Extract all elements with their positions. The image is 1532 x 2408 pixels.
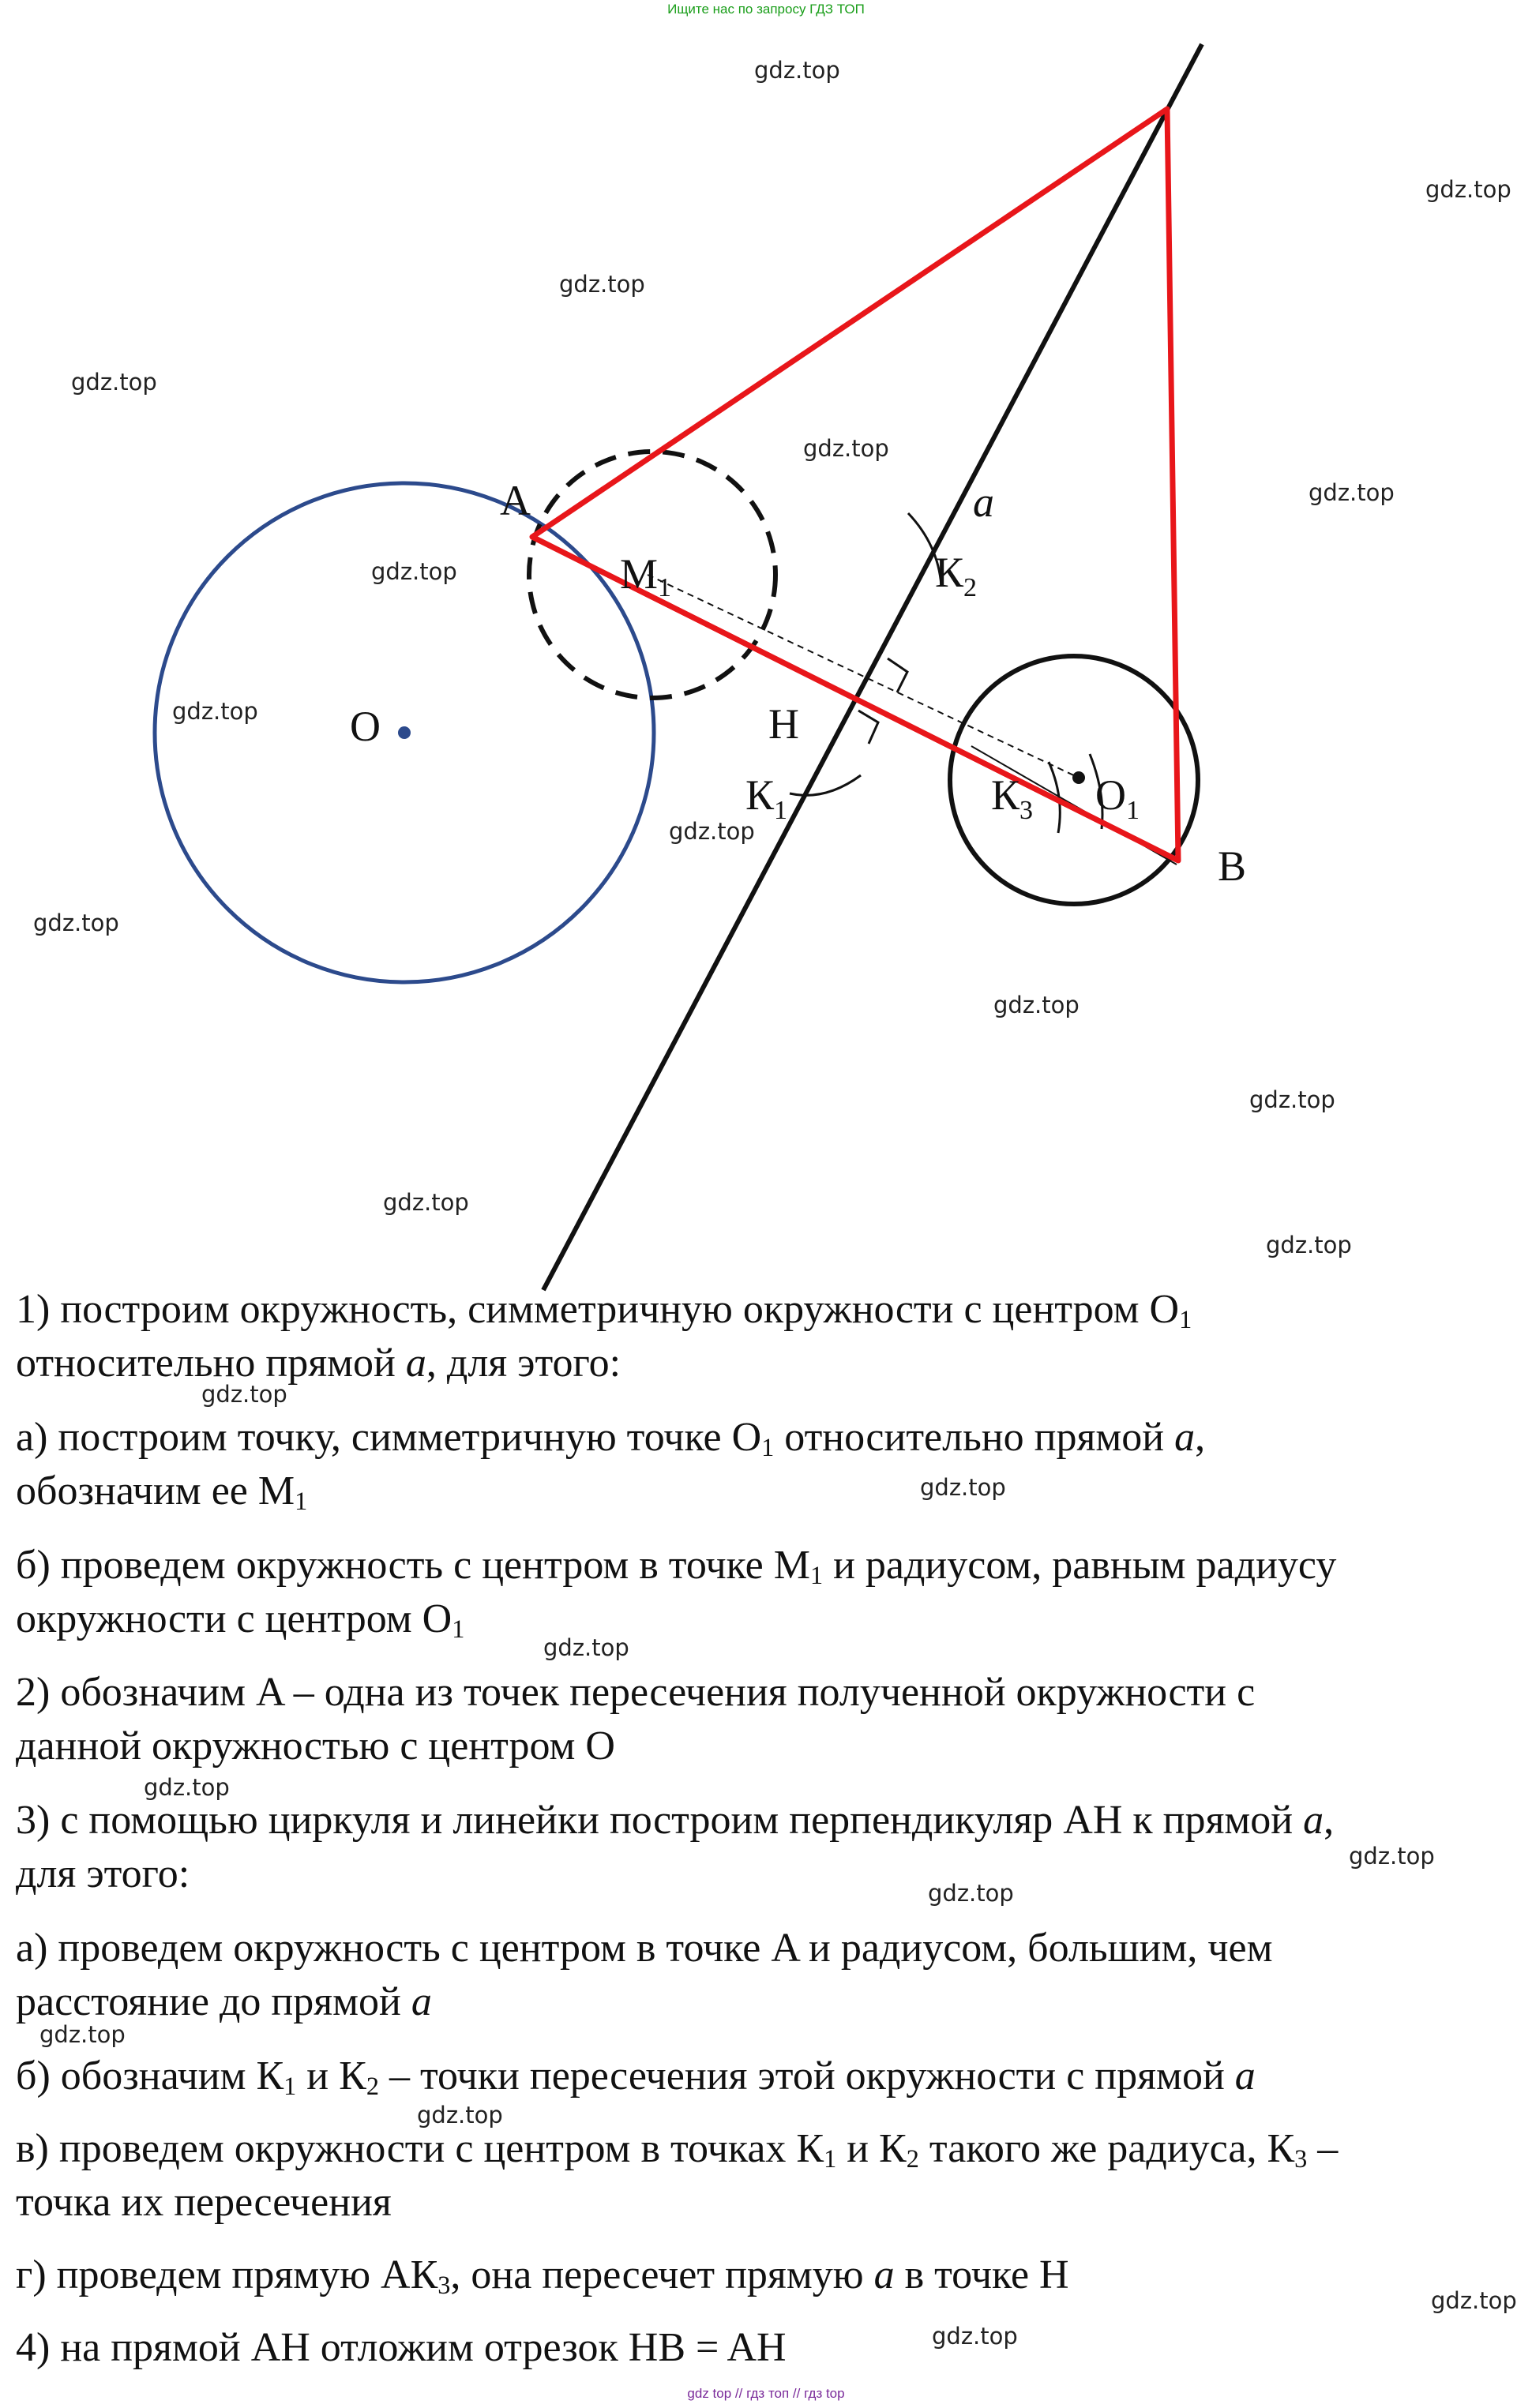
watermark: gdz.top [39,2021,126,2048]
watermark: gdz.top [201,1381,287,1408]
watermark: gdz.top [383,1189,469,1216]
step-2: 2) обозначим A – одна из точек пересечения полученной окружности с данной окружностью с центром O [16,1670,1256,1768]
step-1: 1) построим окружность, симметричную окружности с центром $O_1$ относительно прямой a, для этого: [16,1287,1192,1386]
watermark: gdz.top [33,910,119,936]
label-h: H [768,700,799,748]
watermark: gdz.top [920,1474,1006,1501]
watermark: gdz.top [928,1880,1014,1907]
label-k2: $К_2$ [935,549,978,602]
label-m1: M1 [620,550,672,602]
right-angle-mark-upper [888,658,907,692]
right-angle-mark-lower [858,711,878,744]
label-k1: $К_1$ [745,771,788,825]
watermark: gdz.top [1425,176,1511,203]
bottom-banner: gdz top // гдз топ // гдз top [687,2386,845,2401]
watermark: gdz.top [144,1774,230,1801]
label-line-a: a [973,478,994,526]
label-o1: $O_1$ [1095,771,1140,825]
step-3d: г) проведем прямую $AК_3$, она пересечет прямую a в точке H [16,2252,1069,2300]
label-k3: $К_3$ [991,771,1034,825]
watermark: gdz.top [932,2323,1018,2350]
watermark: gdz.top [559,271,645,298]
step-3b: б) обозначим $К_1$ и $К_2$ – точки пересечения этой окружности с прямой a [16,2054,1256,2101]
step-3a: а) проведем окружность с центром в точке A и радиусом, большим, чем расстояние до прямой a [16,1926,1273,2024]
label-b: B [1218,842,1247,890]
watermark: gdz.top [1349,1843,1435,1870]
step-3c: в) проведем окружности с центром в точках $К_1$ и $К_2$ такого же радиуса, $К_3$ – точка их пересечения [16,2126,1339,2225]
watermark: gdz.top [543,1634,629,1661]
watermark: gdz.top [1309,479,1395,506]
watermark: gdz.top [993,992,1080,1018]
watermark: gdz.top [1431,2287,1517,2314]
arc-k1 [790,775,861,795]
label-o: O [350,703,381,750]
step-1b: б) проведем окружность с центром в точке $M_1$ и радиусом, равным радиусу окружности с центром $O_1$ [16,1543,1337,1644]
watermark: gdz.top [1249,1086,1335,1113]
line-a [543,44,1202,1290]
segment-m1-o1-dashed [648,575,1079,778]
watermark: gdz.top [1266,1232,1352,1258]
watermark: gdz.top [371,558,457,585]
watermark: gdz.top [71,369,157,396]
watermark: gdz.top [754,57,840,84]
step-3: 3) с помощью циркуля и линейки построим перпендикуляр AH к прямой a, для этого: [16,1798,1335,1896]
watermark: gdz.top [172,698,258,725]
circle-o-center [398,726,411,739]
top-banner: Ищите нас по запросу ГДЗ ТОП [667,2,865,17]
triangle-construction [532,109,1178,861]
watermark: gdz.top [669,818,755,845]
watermark: gdz.top [417,2102,503,2129]
label-a-point: A [500,477,531,524]
step-1a: а) построим точку, симметричную точке $O_1$ относительно прямой a, обозначим ее $M_1$ [16,1415,1206,1516]
step-4: 4) на прямой AH отложим отрезок HB = AH [16,2325,787,2370]
watermark: gdz.top [803,435,889,462]
